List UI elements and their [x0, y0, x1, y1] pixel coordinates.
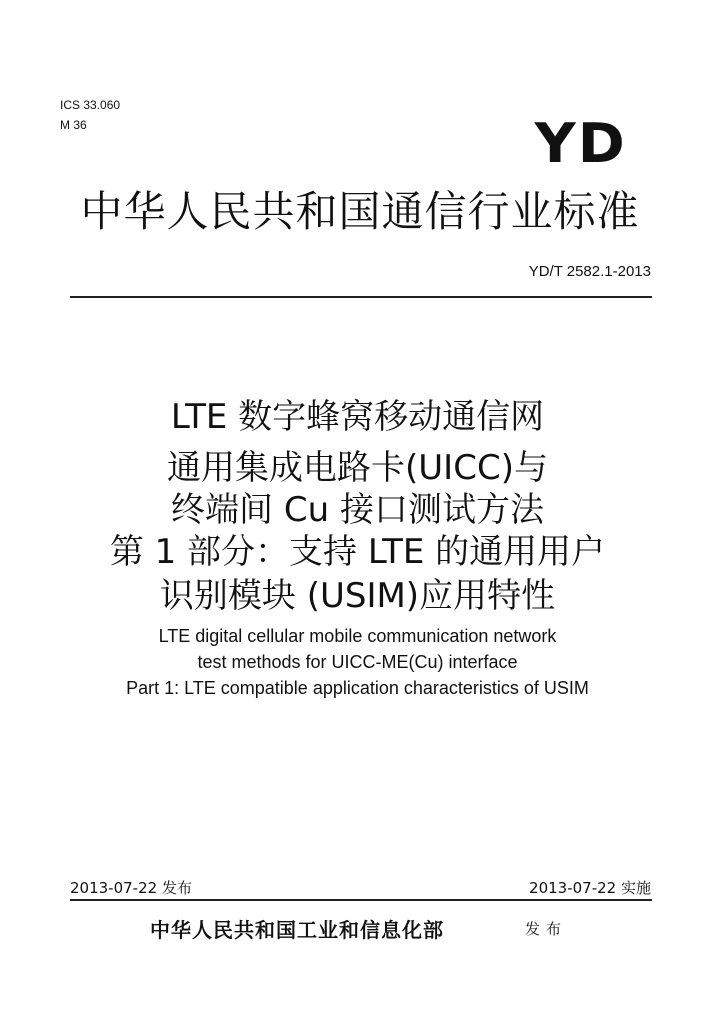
- chinese-title-line: 终端间 Cu 接口测试方法: [171, 490, 544, 530]
- chinese-title-line: LTE 数字蜂窝移动通信网: [170, 397, 545, 437]
- bottom-divider: [70, 899, 652, 901]
- english-title-line: test methods for UICC-ME(Cu) interface: [197, 652, 518, 672]
- english-title-line: LTE digital cellular mobile communication network: [158, 626, 557, 646]
- chinese-title-line: 第 1 部分：支持 LTE 的通用用户: [109, 532, 606, 572]
- standard-category-title: 中华人民共和国通信行业标准: [80, 187, 640, 236]
- english-title-line: Part 1: LTE compatible application characteristics of USIM: [126, 678, 589, 698]
- chinese-title-line: 通用集成电路卡(UICC)与: [167, 448, 548, 488]
- implementation-date: 2013-07-22 实施: [529, 879, 651, 897]
- issuing-authority: 中华人民共和国工业和信息化部: [150, 918, 444, 942]
- chinese-title-line: 识别模块 (USIM)应用特性: [159, 576, 556, 616]
- issue-date: 2013-07-22 发布: [70, 879, 192, 897]
- top-divider: [70, 296, 652, 298]
- ccs-code: M 36: [60, 118, 87, 132]
- publish-label: 发布: [525, 920, 568, 938]
- ics-code: ICS 33.060: [60, 98, 121, 112]
- yd-logo: YD: [534, 112, 627, 175]
- standard-number: YD/T 2582.1-2013: [528, 263, 651, 280]
